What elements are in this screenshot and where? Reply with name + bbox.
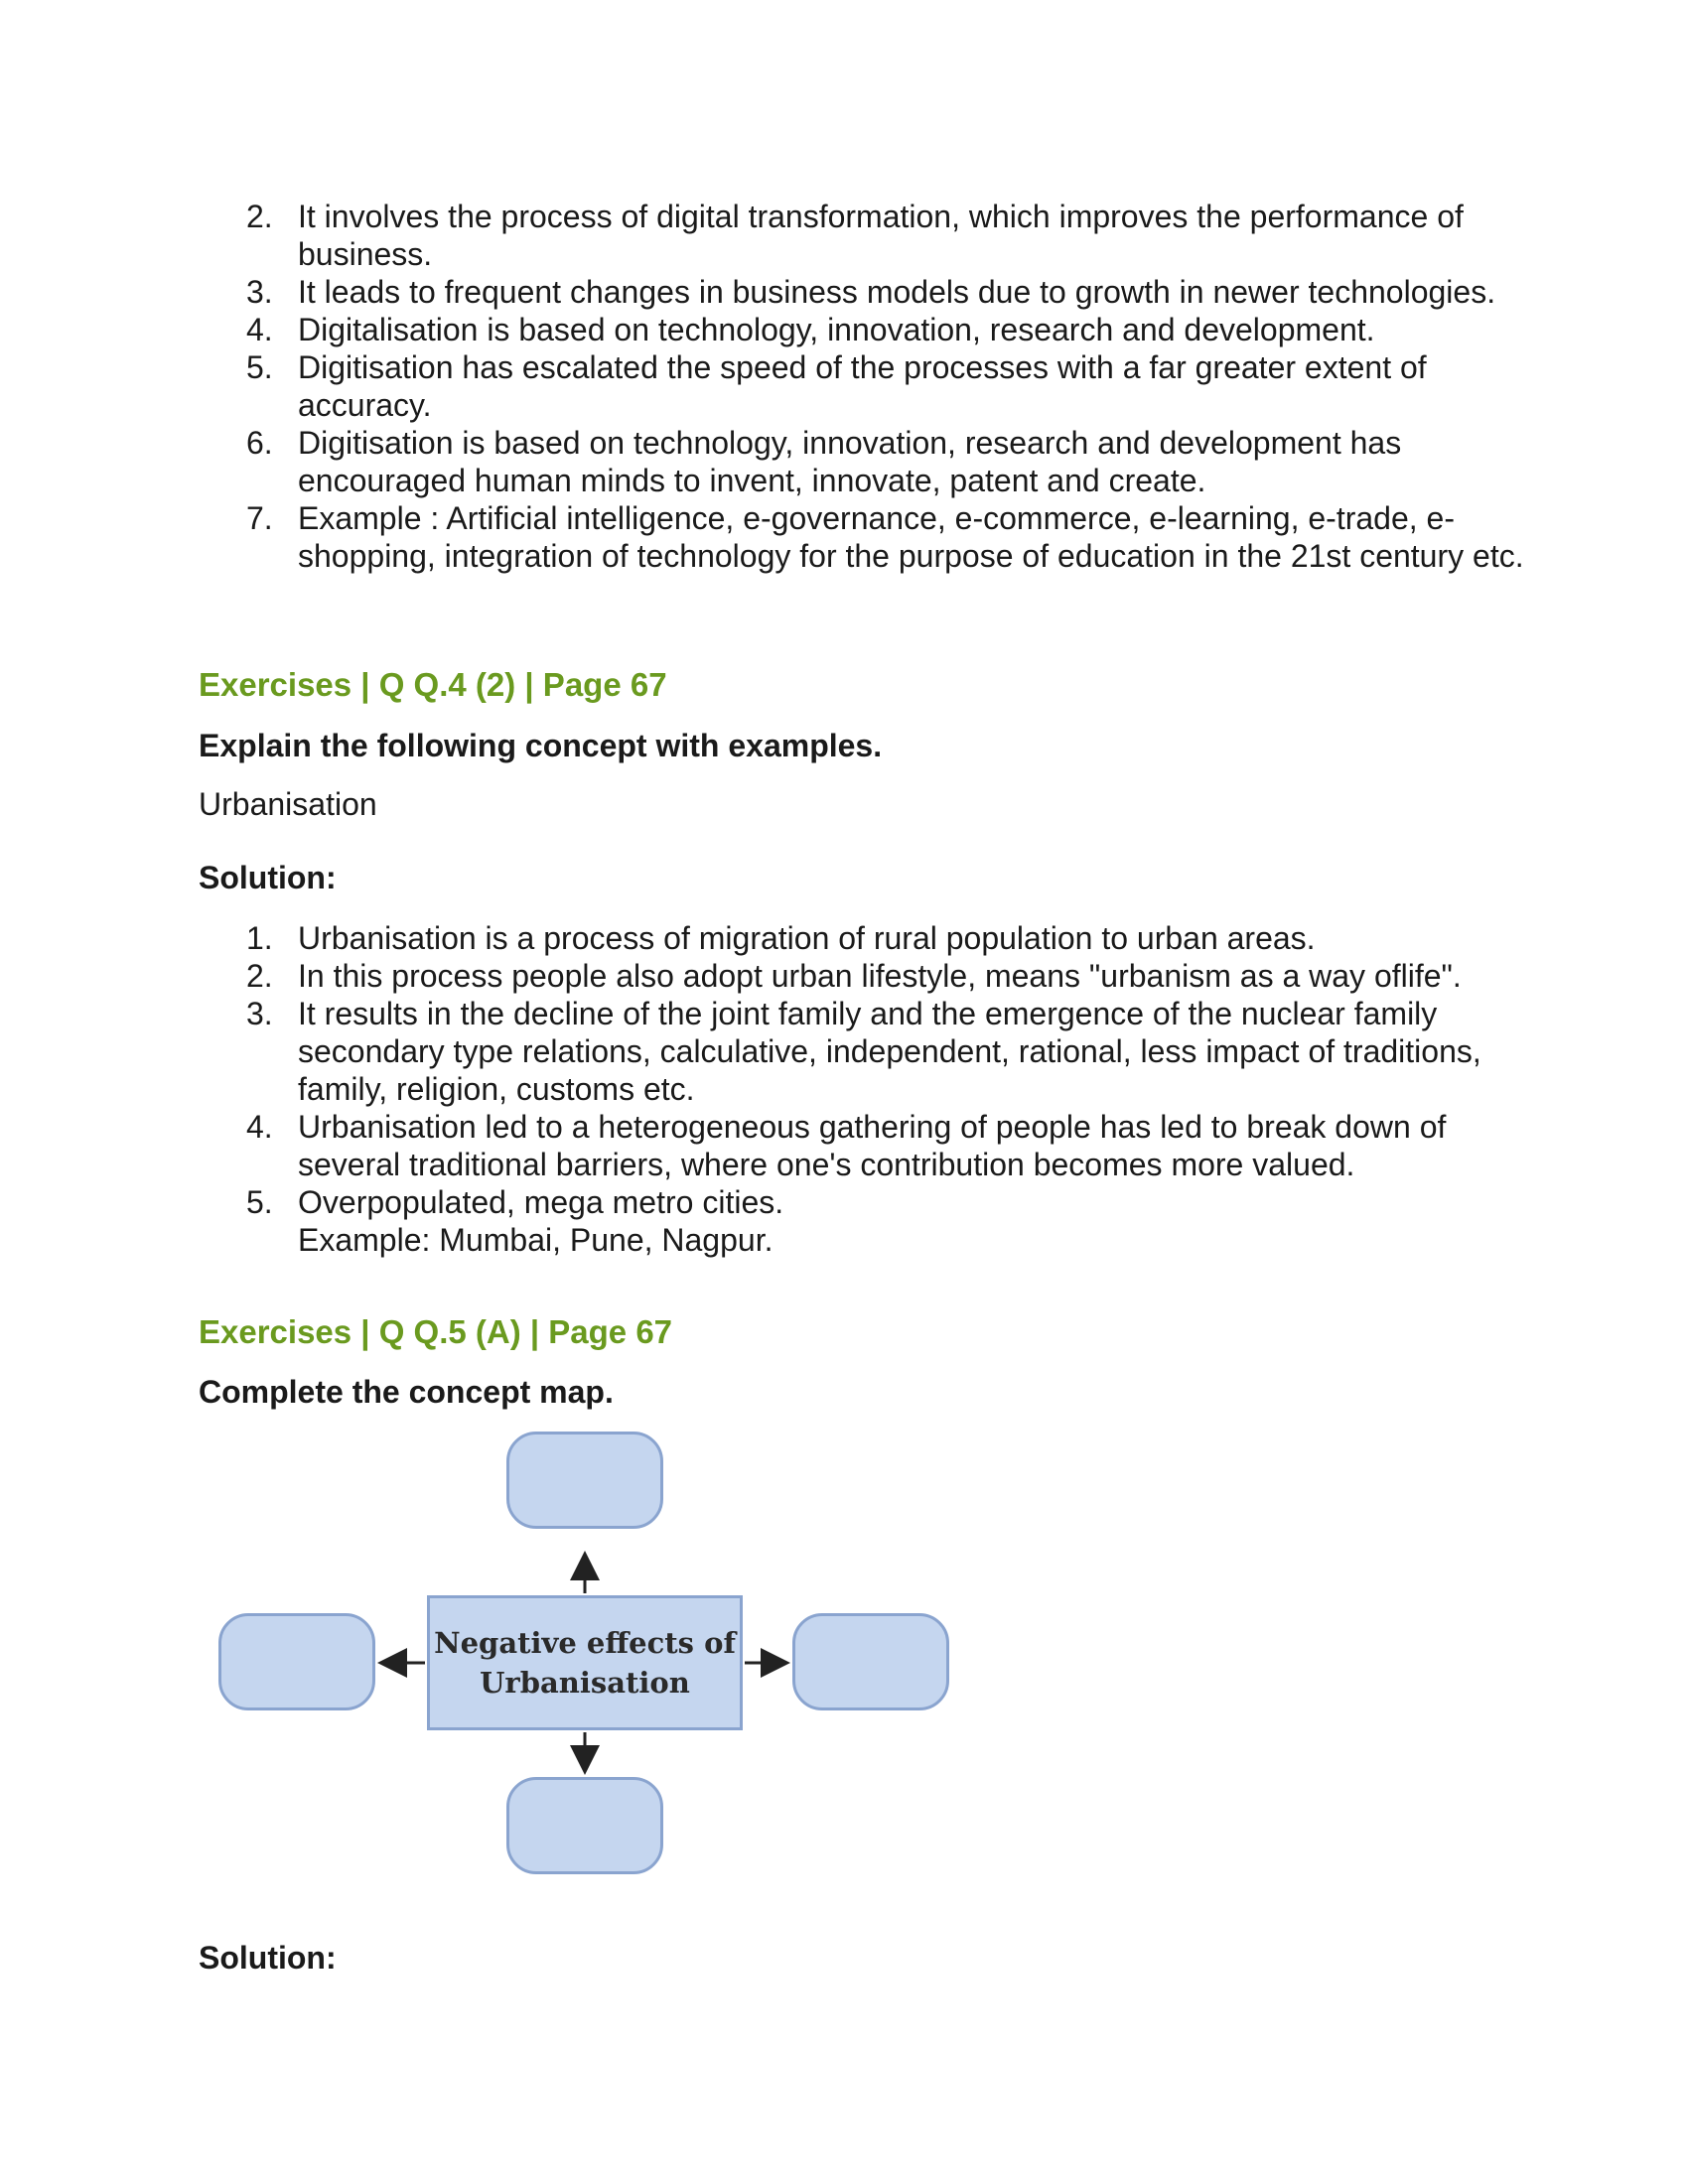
list-item: 3. It leads to frequent changes in business models due to growth in newer technologies.	[246, 274, 1496, 310]
solution-label-q5: Solution:	[199, 1940, 337, 1976]
concept-center-line2: Urbanisation	[480, 1666, 690, 1700]
list-item: 2. It involves the process of digital transformation, which improves the performance of business.	[246, 199, 1464, 272]
list-item: 1. Urbanisation is a process of migration of rural population to urban areas.	[246, 920, 1316, 956]
digitisation-list	[199, 198, 1529, 575]
exercise-heading-q4[interactable]: Exercises | Q Q.4 (2) | Page 67	[199, 666, 667, 703]
list-item: 4. Digitalisation is based on technology, innovation, research and development.	[246, 312, 1375, 347]
question-text-q4: Explain the following concept with examples.	[199, 728, 883, 763]
concept-map	[199, 1430, 1013, 1906]
list-item: 2. In this process people also adopt urban lifestyle, means "urbanism as a way oflife".	[246, 958, 1462, 994]
concept-center-line1: Negative effects of	[434, 1626, 736, 1660]
concept-node-top[interactable]	[506, 1432, 663, 1529]
urbanisation-list	[199, 919, 1529, 1259]
solution-label-q4: Solution:	[199, 860, 337, 895]
concept-center-box	[427, 1595, 743, 1730]
concept-node-bottom[interactable]	[506, 1777, 663, 1874]
question-text-q5: Complete the concept map.	[199, 1374, 614, 1410]
list-item: 7. Example : Artificial intelligence, e-governance, e-commerce, e-learning, e-trade, e-shopping, integration of technology for the purpose of education in the 21st century etc.	[246, 500, 1524, 574]
list-item: 4. Urbanisation led to a heterogeneous gathering of people has led to break down of several traditional barriers, where one's contribution becomes more valued.	[246, 1109, 1447, 1182]
concept-node-left[interactable]	[218, 1613, 375, 1710]
list-item: 3. It results in the decline of the joint family and the emergence of the nuclear family secondary type relations, calculative, independent, rational, less impact of traditions, family, religion, customs etc.	[246, 996, 1481, 1107]
example-text: Example: Mumbai, Pune, Nagpur.	[298, 1222, 774, 1258]
exercise-heading-q5[interactable]: Exercises | Q Q.5 (A) | Page 67	[199, 1313, 673, 1350]
list-item: 5. Overpopulated, mega metro cities. Example: Mumbai, Pune, Nagpur.	[246, 1184, 784, 1258]
list-item: 6. Digitisation is based on technology, innovation, research and development has encouraged human minds to invent, innovate, patent and create.	[246, 425, 1402, 498]
concept-text: Urbanisation	[199, 786, 377, 822]
list-item: 5. Digitisation has escalated the speed of the processes with a far greater extent of accuracy.	[246, 349, 1427, 423]
concept-node-right[interactable]	[792, 1613, 949, 1710]
